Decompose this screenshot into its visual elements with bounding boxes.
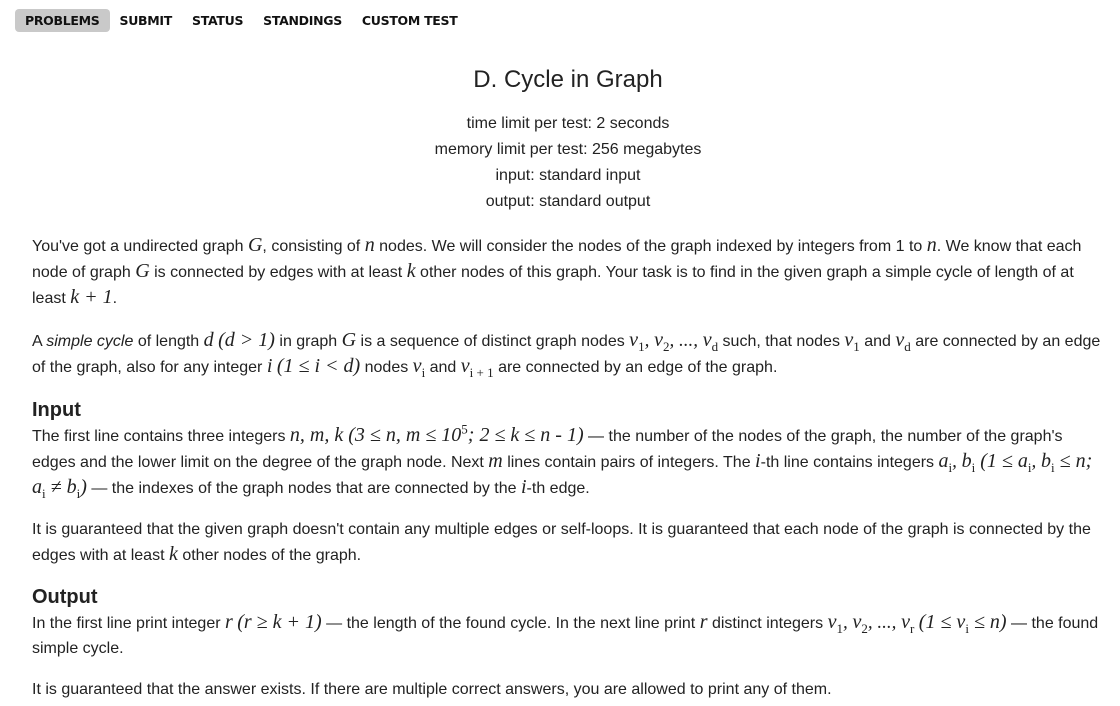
output-paragraph-1: In the first line print integer r (r ≥ k + 1) — the length of the found cycle. In the next line print r distinct integers $v_1$, $v_2$, ..., $v_r$ $(1 \le v_i \le n)$ — the found simple cycle.: [32, 611, 1099, 657]
output-spec: output: standard output: [485, 193, 651, 210]
nav-problems[interactable]: PROBLEMS: [15, 9, 110, 32]
top-nav: [15, 9, 467, 32]
input-paragraph-2: It is guaranteed that the given graph doesn't contain any multiple edges or self-loops. It is guaranteed that each node of the graph is connected by the edges with at least k other nodes of the graph.: [32, 521, 1091, 565]
legend-paragraph-2: A simple cycle of length d (d > 1) in graph G is a sequence of distinct graph nodes $v_1$, $v_2$, ..., $v_d$ such, that nodes $v_1$ and $v_d$ are connected by an edge of the graph, also for any integer i (1 ≤ i < d) nodes $v_i$ and $v_{i + 1}$ are connected by an edge of the graph.: [32, 329, 1101, 380]
nav-standings[interactable]: STANDINGS: [263, 13, 342, 28]
time-limit: time limit per test: 2 seconds: [466, 115, 670, 132]
problem-statement: [32, 60, 1104, 702]
memory-limit: memory limit per test: 256 megabytes: [434, 141, 702, 158]
output-section-title: Output: [32, 586, 98, 608]
input-spec: input: standard input: [495, 167, 641, 184]
nav-custom-test[interactable]: CUSTOM TEST: [361, 13, 458, 28]
nav-submit[interactable]: SUBMIT: [119, 13, 172, 28]
input-section-title: Input: [32, 399, 81, 421]
output-paragraph-2: It is guaranteed that the answer exists. If there are multiple correct answers, you are allowed to print any of them.: [32, 681, 832, 698]
legend-paragraph-1: You've got a undirected graph G, consisting of n nodes. We will consider the nodes of the graph indexed by integers from 1 to n. We know that each node of graph G is connected by edges with at least k other nodes of this graph. Your task is to find in the given graph a simple cycle of length of at least k + 1.: [32, 234, 1082, 308]
input-paragraph-1: The first line contains three integers n, m, k (3 ≤ n, $m \le 10^5$; 2 ≤ k ≤ n - 1) — the number of the nodes of the graph, the number of the graph's edges and the lower limit on the degree of the graph node. Next m lines contain pairs of integers. The i-th line contains integers $a_i$, $b_i$ ($1 \le a_i$, $b_i \le n$; $a_i \ne b_i$) — the indexes of the graph nodes that are connected by the i-th edge.: [32, 421, 1093, 501]
problem-title: D. Cycle in Graph: [473, 66, 663, 93]
nav-status[interactable]: STATUS: [192, 13, 244, 28]
